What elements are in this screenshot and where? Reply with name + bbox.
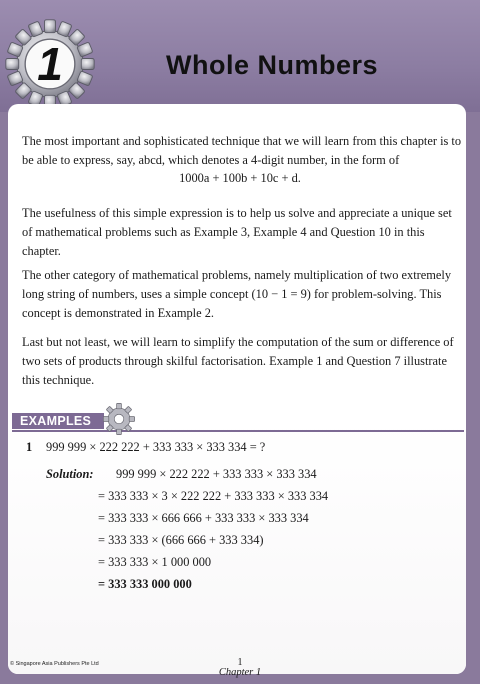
intro-paragraph-4: Last but not least, we will learn to simplify the computation of the sum or difference of two sets of products through skilful factorisation. Example 1 and Question 7 illustrate this technique. <box>22 335 454 387</box>
intro-paragraph-2: The usefulness of this simple expression is to help us solve and appreciate a unique set of mathematical problems such as Example 3, Example 4 and Question 10 in this chapter. <box>22 206 452 258</box>
publisher-credit: © Singapore Asia Publishers Pte Ltd <box>10 661 99 667</box>
chapter-footer: Chapter 1 <box>218 667 262 678</box>
examples-rule <box>12 430 464 432</box>
examples-label: EXAMPLES <box>20 414 92 428</box>
solution-label: Solution: <box>46 467 94 481</box>
solution-step: 999 999 × 222 222 + 333 333 × 333 334 <box>116 467 317 481</box>
intro-formula: 1000a + 100b + 10c + d. <box>179 171 301 185</box>
chapter-number: 1 <box>37 38 63 90</box>
solution-step: = 333 333 × 666 666 + 333 333 × 333 334 <box>98 511 309 525</box>
example-number: 1 <box>26 440 33 454</box>
solution-answer: = 333 333 000 000 <box>98 577 192 591</box>
example-question: 999 999 × 222 222 + 333 333 × 333 334 = ? <box>46 440 266 454</box>
small-gear-icon <box>102 402 136 436</box>
intro-paragraph-1: The most important and sophisticated technique that we will learn from this chapter is to be able to express, say, abcd, which denotes a 4-digit number, in the form of <box>22 134 462 167</box>
chapter-title: Whole Numbers <box>166 50 379 80</box>
solution-step: = 333 333 × (666 666 + 333 334) <box>98 533 264 547</box>
solution-step: = 333 333 × 1 000 000 <box>98 555 212 569</box>
page-number: 1 <box>237 657 243 668</box>
intro-paragraph-3: The other category of mathematical problems, namely multiplication of two extremely long string of numbers, uses a simple concept (10 − 1 = 9) for problem-solving. This concept is demonstrated in Example 2. <box>22 268 452 320</box>
solution-step: = 333 333 × 3 × 222 222 + 333 333 × 333 334 <box>98 489 329 503</box>
